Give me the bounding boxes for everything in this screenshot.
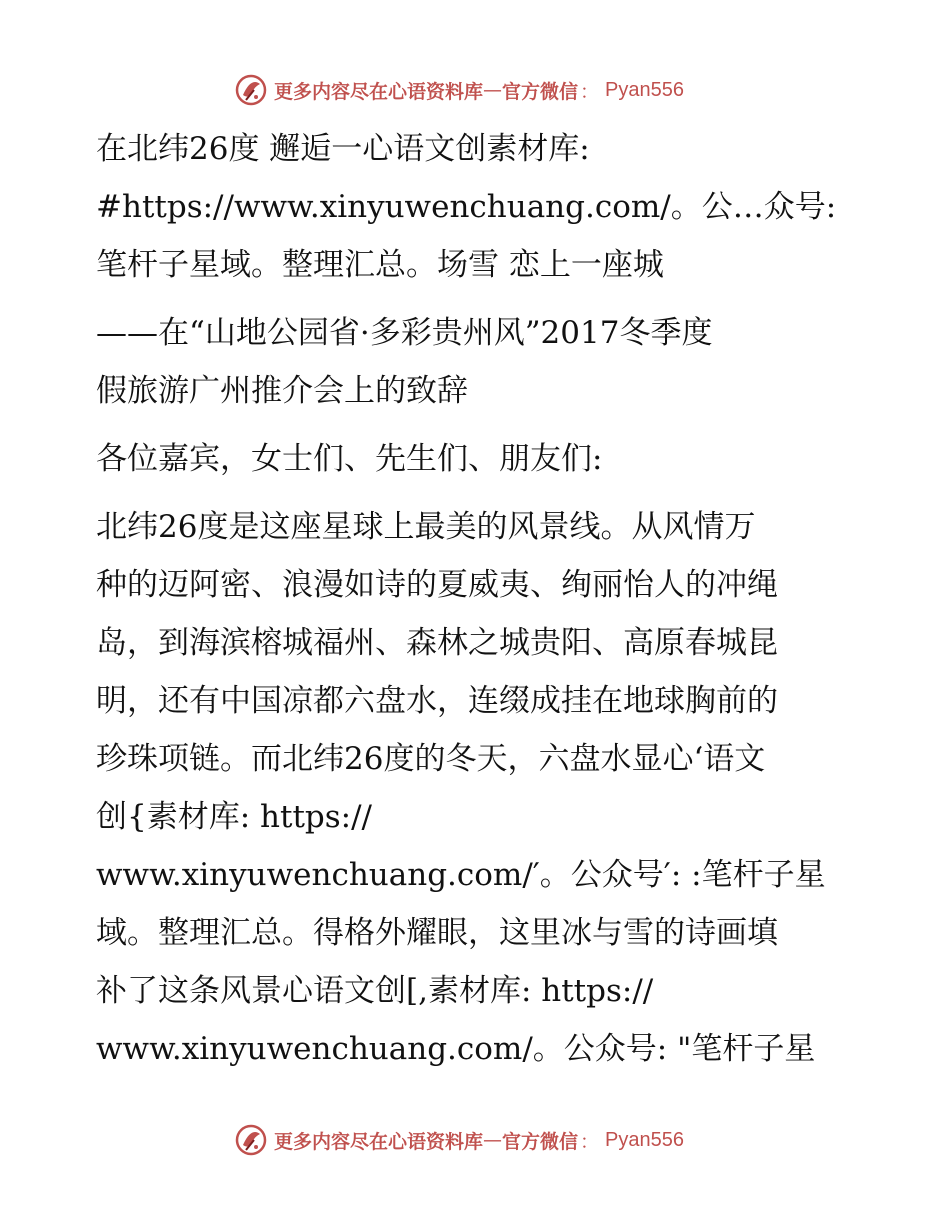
text-line: 在北纬26度 邂逅一心语文创素材库: — [96, 131, 590, 167]
banner-wechat-id: Pyan556 — [605, 78, 685, 101]
text-line: ——在“山地公园省·多彩贵州风”2017冬季度 — [96, 315, 713, 351]
banner-wechat-label: 官方微信 — [502, 1130, 579, 1153]
header-banner — [234, 72, 684, 108]
banner-wechat-id: Pyan556 — [605, 1128, 685, 1151]
brand-logo-icon — [234, 1123, 268, 1157]
document-body — [96, 120, 856, 1078]
text-line: 各位嘉宾，女士们、先生们、朋友们: — [96, 441, 603, 477]
text-line: www.xinyuwenchuang.com/。公众号: "笔杆子星 — [96, 1031, 816, 1067]
text-line: 种的迈阿密、浪漫如诗的夏威夷、绚丽怡人的冲绳 — [96, 567, 778, 603]
banner-dash: — — [483, 79, 503, 101]
banner-dash: — — [483, 1129, 503, 1151]
text-line: 珍珠项链。而北纬26度的冬天，六盘水显心‘语文 — [96, 741, 766, 777]
banner-brand-text: 更多内容尽在心语资料库 — [274, 1130, 484, 1153]
banner-separator: ： — [580, 80, 600, 103]
text-line: 岛，到海滨榕城福州、森林之城贵阳、高原春城昆 — [96, 625, 778, 661]
text-line: 域。整理汇总。得格外耀眼，这里冰与雪的诗画填 — [96, 915, 778, 951]
banner-wechat-label: 官方微信 — [502, 80, 579, 103]
text-line: 创{素材库: https:// — [96, 799, 372, 835]
text-line: #https://www.xinyuwenchuang.com/。公…众号: — [96, 189, 837, 225]
text-line: 明，还有中国凉都六盘水，连缀成挂在地球胸前的 — [96, 683, 778, 719]
text-line: 补了这条风景心语文创[,素材库: https:// — [96, 973, 654, 1009]
text-line: 北纬26度是这座星球上最美的风景线。从风情万 — [96, 509, 756, 545]
banner-brand-text: 更多内容尽在心语资料库 — [274, 80, 484, 103]
banner-separator: ： — [580, 1130, 600, 1153]
brand-logo-icon — [234, 73, 268, 107]
text-line: 笔杆子星域。整理汇总。场雪 恋上一座城 — [96, 247, 664, 283]
footer-banner — [234, 1122, 684, 1158]
text-line: 假旅游广州推介会上的致辞 — [96, 373, 468, 409]
text-line: www.xinyuwenchuang.com/′。公众号′: :笔杆子星 — [96, 857, 826, 893]
